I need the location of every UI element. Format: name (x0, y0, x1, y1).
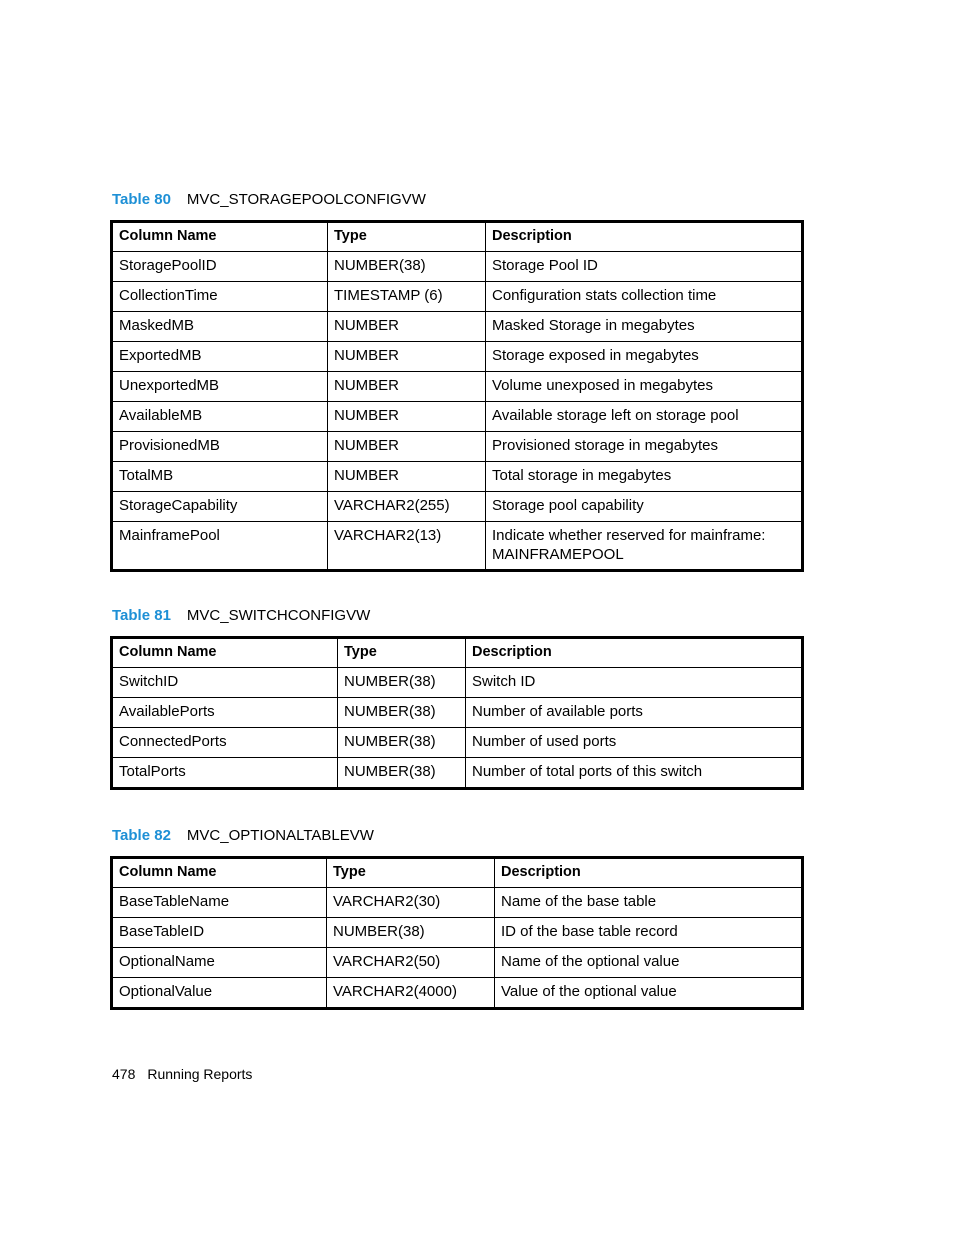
cell: NUMBER(38) (338, 698, 466, 728)
table-number: Table 82 (112, 827, 171, 844)
cell: Switch ID (466, 668, 803, 698)
cell: NUMBER (328, 312, 486, 342)
cell: NUMBER(38) (328, 252, 486, 282)
table-row (112, 948, 803, 978)
cell: Storage exposed in megabytes (486, 342, 803, 372)
cell: Value of the optional value (495, 978, 803, 1009)
table-row (112, 282, 803, 312)
table-header-row (112, 638, 803, 668)
table-row (112, 312, 803, 342)
cell: VARCHAR2(255) (328, 492, 486, 522)
cell: BaseTableID (112, 918, 327, 948)
cell: Number of total ports of this switch (466, 758, 803, 789)
column-header: Column Name (112, 858, 327, 888)
column-header: Description (495, 858, 803, 888)
cell: CollectionTime (112, 282, 328, 312)
cell: OptionalName (112, 948, 327, 978)
cell: Number of available ports (466, 698, 803, 728)
table-storagepoolconfigvw (110, 220, 804, 572)
table-row (112, 402, 803, 432)
table-row (112, 728, 803, 758)
table-header-row (112, 222, 803, 252)
cell: Available storage left on storage pool (486, 402, 803, 432)
table-row (112, 668, 803, 698)
table-row (112, 372, 803, 402)
cell: ConnectedPorts (112, 728, 338, 758)
column-header: Type (327, 858, 495, 888)
cell: UnexportedMB (112, 372, 328, 402)
cell: TotalMB (112, 462, 328, 492)
cell: NUMBER (328, 402, 486, 432)
cell: NUMBER(38) (338, 668, 466, 698)
cell: Number of used ports (466, 728, 803, 758)
cell: NUMBER(38) (338, 758, 466, 789)
cell: NUMBER (328, 342, 486, 372)
cell: Masked Storage in megabytes (486, 312, 803, 342)
table-row (112, 342, 803, 372)
cell: StoragePoolID (112, 252, 328, 282)
cell: Volume unexposed in megabytes (486, 372, 803, 402)
cell: Storage pool capability (486, 492, 803, 522)
table-caption-80 (112, 191, 426, 209)
table-switchconfigvw (110, 636, 804, 790)
table-row (112, 978, 803, 1009)
table-number: Table 81 (112, 607, 171, 624)
column-header: Type (328, 222, 486, 252)
cell: TotalPorts (112, 758, 338, 789)
section-title: Running Reports (147, 1066, 253, 1082)
cell: VARCHAR2(13) (328, 522, 486, 571)
table-row (112, 492, 803, 522)
table-title: MVC_OPTIONALTABLEVW (186, 827, 374, 844)
cell: Indicate whether reserved for mainframe: MAINFRAMEPOOL (486, 522, 803, 571)
cell: NUMBER (328, 432, 486, 462)
cell: ProvisionedMB (112, 432, 328, 462)
cell: VARCHAR2(4000) (327, 978, 495, 1009)
table-header-row (112, 858, 803, 888)
page-footer (112, 1066, 252, 1082)
cell: AvailableMB (112, 402, 328, 432)
cell: SwitchID (112, 668, 338, 698)
cell: Configuration stats collection time (486, 282, 803, 312)
table-row (112, 522, 803, 571)
cell: StorageCapability (112, 492, 328, 522)
cell: VARCHAR2(50) (327, 948, 495, 978)
table-title: MVC_STORAGEPOOLCONFIGVW (186, 191, 426, 208)
column-header: Description (486, 222, 803, 252)
column-header: Column Name (112, 638, 338, 668)
cell: NUMBER(38) (327, 918, 495, 948)
table-caption-81 (112, 607, 370, 625)
table-row (112, 888, 803, 918)
cell: MainframePool (112, 522, 328, 571)
cell: BaseTableName (112, 888, 327, 918)
cell: AvailablePorts (112, 698, 338, 728)
cell: Name of the optional value (495, 948, 803, 978)
table-row (112, 698, 803, 728)
cell: NUMBER (328, 462, 486, 492)
cell: Name of the base table (495, 888, 803, 918)
cell: TIMESTAMP (6) (328, 282, 486, 312)
table-row (112, 918, 803, 948)
cell: Total storage in megabytes (486, 462, 803, 492)
cell: Provisioned storage in megabytes (486, 432, 803, 462)
cell: VARCHAR2(30) (327, 888, 495, 918)
column-header: Description (466, 638, 803, 668)
cell: NUMBER(38) (338, 728, 466, 758)
column-header: Column Name (112, 222, 328, 252)
table-row (112, 758, 803, 789)
cell: OptionalValue (112, 978, 327, 1009)
cell: MaskedMB (112, 312, 328, 342)
cell: ID of the base table record (495, 918, 803, 948)
table-title: MVC_SWITCHCONFIGVW (186, 607, 371, 624)
table-row (112, 252, 803, 282)
table-row (112, 432, 803, 462)
column-header: Type (338, 638, 466, 668)
page-number: 478 (112, 1066, 136, 1082)
table-caption-82 (112, 827, 374, 845)
cell: NUMBER (328, 372, 486, 402)
table-row (112, 462, 803, 492)
cell: ExportedMB (112, 342, 328, 372)
table-optionaltablevw (110, 856, 804, 1010)
cell: Storage Pool ID (486, 252, 803, 282)
table-number: Table 80 (112, 191, 171, 208)
